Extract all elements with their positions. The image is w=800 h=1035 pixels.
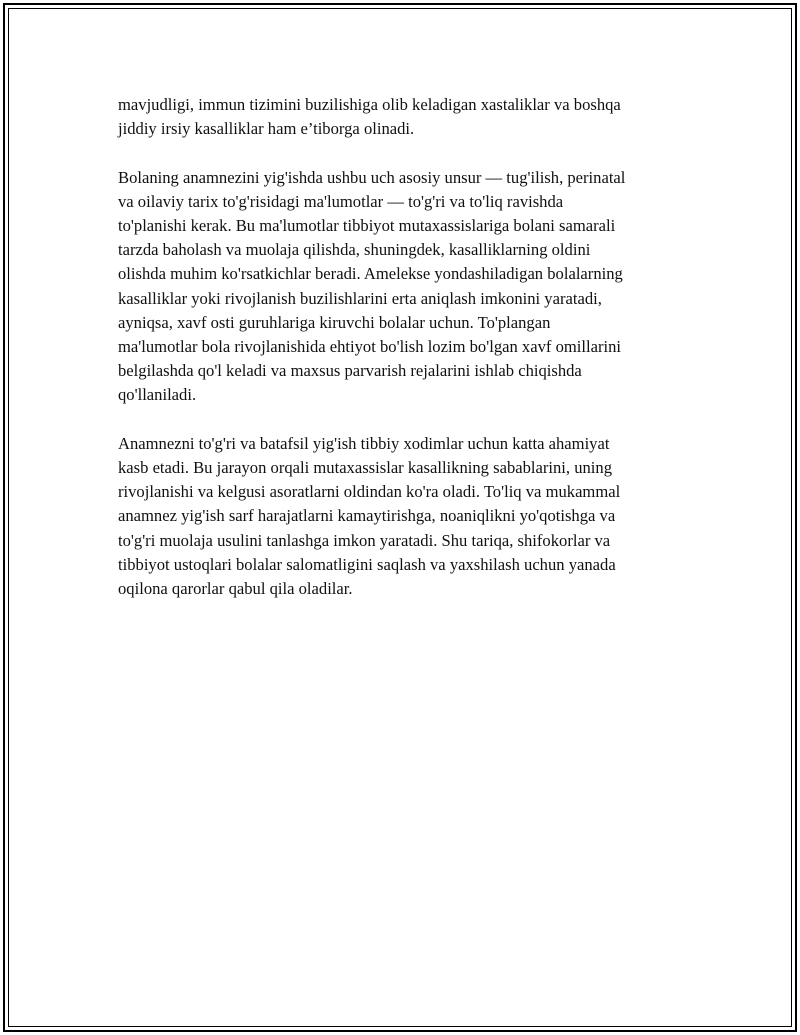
paragraph-2: Bolaning anamnezini yig'ishda ushbu uch asosiy unsur — tug'ilish, perinatal va oilaviy tarix to'g'risidagi ma'lumotlar — to'g'ri va to'liq ravishda to'planishi kerak. Bu ma'lumotlar tibbiyot mutaxassislariga bolani samarali tarzda baholash va muolaja qilishda, shuningdek, kasalliklarning oldini olishda muhim ko'rsatkichlar beradi. Amelekse yondashiladigan bolalarning kasalliklar yoki rivojlanish buzilishlarini erta aniqlash imkonini yaratadi, ayniqsa, xavf osti guruhlariga kiruvchi bolalar uchun. To'plangan ma'lumotlar bola rivojlanishida ehtiyot bo'lish lozim bo'lgan xavf omillarini belgilashda qo'l keladi va maxsus parvarish rejalarini ishlab chiqishda qo'llaniladi. [118, 167, 626, 405]
paragraph-3: Anamnezni to'g'ri va batafsil yig'ish tibbiy xodimlar uchun katta ahamiyat kasb etadi. Bu jarayon orqali mutaxassislar kasallikning sabablarini, uning rivojlanishi va kelgusi asoratlarni oldindan ko'ra oladi. To'liq va mukammal anamnez yig'ish sarf harajatlarni kamaytirishga, noaniqlikni yo'qotishga va to'g'ri muolaja usulini tanlashga imkon yaratadi. Shu tariqa, shifokorlar va tibbiyot ustoqlari bolalar salomatligini saqlash va yaxshilash uchun yanada oqilona qarorlar qabul qila oladilar. [118, 433, 621, 599]
document-body [118, 93, 698, 625]
paragraph-1: mavjudligi, immun tizimini buzilishiga olib keladigan xastaliklar va boshqa jiddiy irsiy kasalliklar ham e’tiborga olinadi. [118, 95, 621, 139]
